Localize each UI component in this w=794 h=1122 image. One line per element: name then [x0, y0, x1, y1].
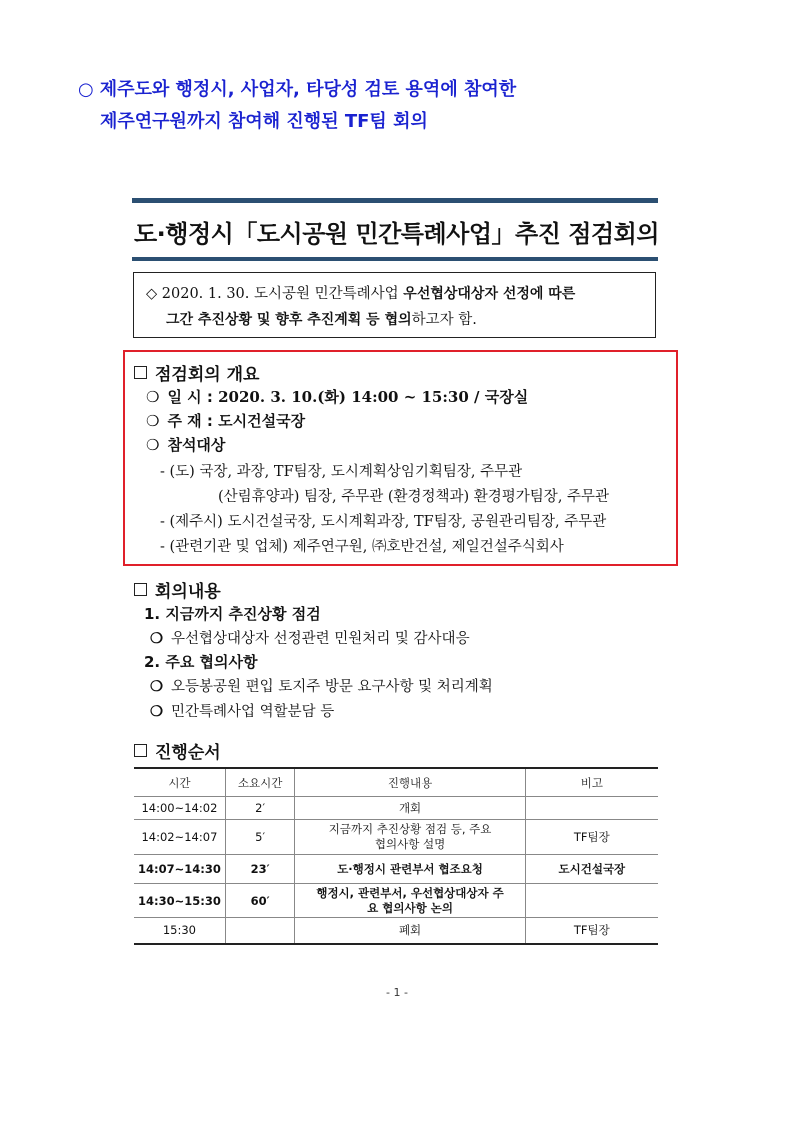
caption-line-2: 제주연구원까지 참여해 진행된 TF팀 회의 — [100, 111, 428, 132]
schedule-table — [134, 767, 658, 945]
content-item-1-bullet — [150, 627, 470, 648]
overview-heading — [134, 360, 259, 385]
document-title-block — [132, 198, 658, 261]
hollow-circle-icon: ❍ — [150, 703, 163, 720]
caption-marker: ○ — [78, 79, 94, 100]
content-item-2-bullet-1 — [150, 675, 493, 696]
content-heading — [134, 577, 221, 602]
cell-duration: 5′ — [225, 820, 295, 855]
cell-content: 개회 — [295, 797, 525, 820]
cell-duration: 60′ — [225, 884, 295, 918]
datetime-label: 일 시 : — [167, 388, 213, 406]
col-header-content: 진행내용 — [295, 768, 525, 797]
cell-duration: 23′ — [225, 855, 295, 884]
checkbox-square-icon — [134, 366, 147, 379]
col-header-time: 시간 — [134, 768, 225, 797]
cell-time: 14:07~14:30 — [134, 855, 225, 884]
attendee-line-4: - (관련기관 및 업체) 제주연구원, ㈜호반건설, 제일건설주식회사 — [160, 539, 564, 555]
intro-bold-2: 그간 추진상황 및 향후 추진계획 등 협의 — [166, 312, 412, 328]
cell-duration: 2′ — [225, 797, 295, 820]
overview-heading-text: 점검회의 개요 — [155, 365, 260, 385]
overview-datetime — [146, 386, 528, 407]
intro-suffix: 하고자 함. — [411, 312, 477, 328]
attendee-line-2: (산림휴양과) 팀장, 주무관 (환경정책과) 환경평가팀장, 주무관 — [218, 489, 610, 505]
content-item-1-bullet-text: 우선협상대상자 선정관련 민원처리 및 감사대응 — [171, 631, 470, 647]
hollow-circle-icon: ❍ — [150, 678, 163, 695]
title-rule-bottom — [132, 257, 658, 261]
cell-note — [525, 797, 658, 820]
cell-time: 14:02~14:07 — [134, 820, 225, 855]
attendee-line-1: - (도) 국장, 과장, TF팀장, 도시계획상임기획팀장, 주무관 — [160, 464, 523, 480]
hollow-circle-icon: ❍ — [146, 388, 160, 406]
hollow-circle-icon: ❍ — [150, 630, 163, 647]
content-heading-text: 회의내용 — [155, 582, 221, 602]
intro-box — [133, 272, 656, 338]
content-item-2-bullet-1-text: 오등봉공원 편입 토지주 방문 요구사항 및 처리계획 — [171, 679, 493, 695]
table-row — [134, 884, 658, 918]
content-item-2-bullet-2-text: 민간특례사업 역할분담 등 — [171, 704, 335, 720]
intro-prefix: 2020. 1. 30. 도시공원 민간특례사업 — [161, 286, 404, 302]
chair-value: 도시건설국장 — [218, 412, 306, 430]
cell-time: 15:30 — [134, 918, 225, 944]
table-row — [134, 918, 658, 944]
content-item-1-title: 1. 지금까지 추진상황 점검 — [144, 605, 321, 623]
page-number: - 1 - — [386, 986, 408, 999]
document-title: 도·행정시「도시공원 민간특례사업」추진 점검회의 — [134, 220, 660, 248]
diamond-icon: ◇ — [146, 286, 158, 302]
table-row — [134, 820, 658, 855]
cell-content: 행정시, 관련부서, 우선협상대상자 주요 협의사항 논의 — [295, 884, 525, 918]
intro-bold-1: 우선협상대상자 선정에 따른 — [403, 286, 576, 302]
caption-line-1: 제주도와 행정시, 사업자, 타당성 검토 용역에 참여한 — [99, 79, 517, 100]
cell-note: 도시건설국장 — [525, 855, 658, 884]
cell-content: 도·행정시 관련부서 협조요청 — [295, 855, 525, 884]
cell-note — [525, 884, 658, 918]
overview-attendees-label — [146, 434, 225, 455]
overview-chair — [146, 410, 305, 431]
cell-time: 14:00~14:02 — [134, 797, 225, 820]
attendee-line-3: - (제주시) 도시건설국장, 도시계획과장, TF팀장, 공원관리팀장, 주무관 — [160, 514, 607, 530]
order-heading-text: 진행순서 — [155, 743, 221, 763]
datetime-value: 2020. 3. 10.(화) 14:00 ~ 15:30 / 국장실 — [218, 388, 529, 406]
col-header-note: 비고 — [525, 768, 658, 797]
cell-content: 폐회 — [295, 918, 525, 944]
order-heading — [134, 738, 221, 763]
cell-duration — [225, 918, 295, 944]
cell-content: 지금까지 추진상황 점검 등, 주요 협의사항 설명 — [295, 820, 525, 855]
content-item-2-title: 2. 주요 협의사항 — [144, 653, 258, 671]
cell-note: TF팀장 — [525, 820, 658, 855]
checkbox-square-icon — [134, 583, 147, 596]
caption — [78, 74, 516, 138]
col-header-duration: 소요시간 — [225, 768, 295, 797]
attendees-label: 참석대상 — [167, 436, 226, 454]
table-row — [134, 797, 658, 820]
content-item-2-bullet-2 — [150, 700, 334, 721]
table-row — [134, 855, 658, 884]
cell-note: TF팀장 — [525, 918, 658, 944]
chair-label: 주 재 : — [167, 412, 213, 430]
schedule-header-row — [134, 768, 658, 797]
checkbox-square-icon — [134, 744, 147, 757]
hollow-circle-icon: ❍ — [146, 412, 160, 430]
hollow-circle-icon: ❍ — [146, 436, 160, 454]
cell-time: 14:30~15:30 — [134, 884, 225, 918]
